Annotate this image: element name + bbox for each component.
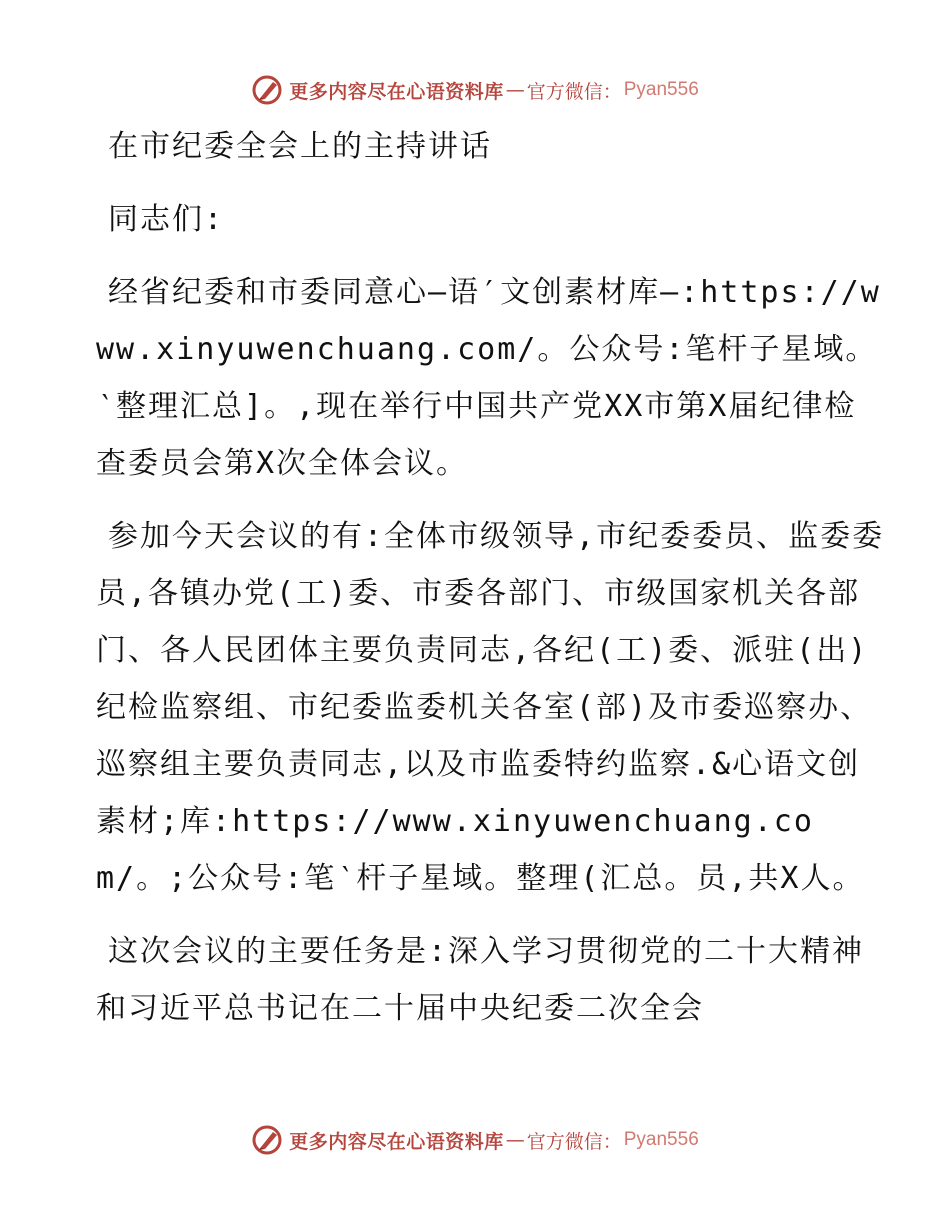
watermark-banner-bottom <box>0 1120 950 1160</box>
document-body <box>96 118 886 1037</box>
banner-wechat-id: Pyan556 <box>623 1129 699 1150</box>
document-title: 在市纪委全会上的主持讲话 <box>108 129 492 164</box>
banner-dash: — <box>505 1129 525 1151</box>
greeting: 同志们: <box>108 202 225 237</box>
banner-text: 更多内容尽在心语资料库 <box>289 1130 504 1153</box>
banner-wechat-label: 官方微信： <box>526 1130 622 1153</box>
paragraph-2: 参加今天会议的有:全体市级领导,市纪委委员、监委委员,各镇办党(工)委、市委各部门、市级国家机关各部门、各人民团体主要负责同志,各纪(工)委、派驻(出)纪检监察组、市纪委监委机关各室(部)及市委巡察办、巡察组主要负责同志,以及市监委特约监察.&心语文创素材;库:https://www.xinyuwenchuang.com/。;公众号:笔‵杆子星域。整理(汇总。员,共X人。 <box>96 519 885 896</box>
banner-dash: — <box>505 79 525 101</box>
watermark-banner-top <box>0 70 950 110</box>
banner-text: 更多内容尽在心语资料库 <box>289 80 504 103</box>
pen-logo-icon <box>251 73 285 107</box>
paragraph-3: 这次会议的主要任务是:深入学习贯彻党的二十大精神和习近平总书记在二十届中央纪委二次全会 <box>96 934 865 1026</box>
paragraph-1: 经省纪委和市委同意心—语′文创素材库—:https://www.xinyuwenchuang.com/。公众号:笔杆子星域。‵整理汇总]。,现在举行中国共产党XX市第X届纪律检查委员会第X次全体会议。 <box>96 275 881 481</box>
banner-wechat-label: 官方微信： <box>526 80 622 103</box>
banner-wechat-id: Pyan556 <box>623 79 699 100</box>
pen-logo-icon <box>251 1123 285 1157</box>
